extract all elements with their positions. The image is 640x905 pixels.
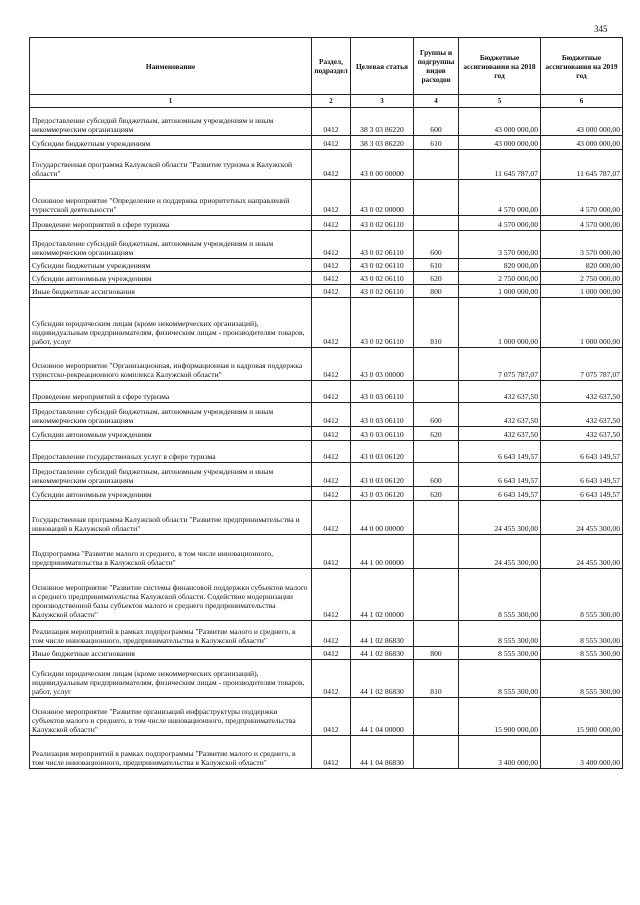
- row-amount-2019: 2 750 000,00: [541, 272, 623, 285]
- header-name: Наименование: [30, 38, 312, 95]
- row-amount-2018: 8 555 300,00: [459, 647, 541, 660]
- row-amount-2019: 24 455 300,00: [541, 535, 623, 569]
- row-amount-2019: 4 570 000,00: [541, 216, 623, 231]
- row-group: [414, 216, 459, 231]
- row-amount-2019: 3 570 000,00: [541, 231, 623, 259]
- row-name: Предоставление субсидий бюджетным, автономным учреждениям и иным некоммерческим организациям: [30, 231, 312, 259]
- row-target: 43 0 00 00000: [351, 150, 414, 180]
- row-group: 620: [414, 427, 459, 441]
- row-amount-2018: 7 075 787,07: [459, 348, 541, 381]
- row-target: 43 0 03 06120: [351, 487, 414, 501]
- row-amount-2019: 432 637,50: [541, 427, 623, 441]
- row-name: Основное мероприятие "Определение и поддержка приоритетных направлений туристской деятельности": [30, 180, 312, 216]
- row-amount-2018: 11 645 787,07: [459, 150, 541, 180]
- row-section: 0412: [312, 108, 351, 136]
- row-name: Предоставление субсидий бюджетным, автономным учреждениям и иным некоммерческим организациям: [30, 108, 312, 136]
- col-num: 4: [414, 95, 459, 108]
- row-name: Предоставление субсидий бюджетным, автономным учреждениям и иным некоммерческим организациям: [30, 403, 312, 427]
- col-num: 2: [312, 95, 351, 108]
- row-section: 0412: [312, 381, 351, 403]
- row-name: Предоставление субсидий бюджетным, автономным учреждениям и иным некоммерческим организациям: [30, 463, 312, 487]
- row-group: 810: [414, 298, 459, 348]
- header-group: Группы и подгруппы видов расходов: [414, 38, 459, 95]
- row-name: Субсидии автономным учреждениям: [30, 487, 312, 501]
- row-group: [414, 150, 459, 180]
- row-group: 800: [414, 647, 459, 660]
- row-target: 43 0 02 06110: [351, 285, 414, 298]
- row-amount-2019: 1 000 000,00: [541, 285, 623, 298]
- table-row: [30, 272, 623, 285]
- row-section: 0412: [312, 403, 351, 427]
- row-name: Основное мероприятие "Развитие организаций инфраструктуры поддержки субъектов малого и среднего, в том числе инновационного, предпринимательства Калужской области": [30, 698, 312, 736]
- col-num: 6: [541, 95, 623, 108]
- row-amount-2018: 8 555 300,00: [459, 621, 541, 647]
- row-name: Предоставление государственных услуг в сфере туризма: [30, 441, 312, 463]
- row-name: Реализация мероприятий в рамках подпрограммы "Развитие малого и среднего, в том числе инновационного, предпринимательства в Калужской области": [30, 736, 312, 769]
- table-row: [30, 285, 623, 298]
- table-row: [30, 259, 623, 272]
- table-row: [30, 660, 623, 698]
- row-amount-2019: 8 555 300,00: [541, 569, 623, 621]
- row-amount-2019: 1 000 000,00: [541, 298, 623, 348]
- row-name: Основное мероприятие "Организационная, информационная и кадровая поддержка туристско-рекреационного комплекса Калужской области": [30, 348, 312, 381]
- row-target: 43 0 02 06110: [351, 298, 414, 348]
- row-group: [414, 535, 459, 569]
- row-amount-2018: 820 000,00: [459, 259, 541, 272]
- row-amount-2019: 8 555 300,00: [541, 660, 623, 698]
- table-row: [30, 535, 623, 569]
- row-target: 44 1 04 86830: [351, 736, 414, 769]
- row-amount-2018: 3 570 000,00: [459, 231, 541, 259]
- row-name: Проведение мероприятий в сфере туризма: [30, 216, 312, 231]
- row-name: Субсидии юридическим лицам (кроме некоммерческих организаций), индивидуальным предпринимателям, физическим лицам - производителям товаров, работ, услуг: [30, 298, 312, 348]
- table-row: [30, 180, 623, 216]
- row-group: 620: [414, 487, 459, 501]
- row-amount-2018: 43 000 000,00: [459, 136, 541, 150]
- row-amount-2019: 43 000 000,00: [541, 108, 623, 136]
- table-row: [30, 231, 623, 259]
- row-name: Государственная программа Калужской области "Развитие туризма в Калужской области": [30, 150, 312, 180]
- row-section: 0412: [312, 348, 351, 381]
- row-target: 43 0 02 00000: [351, 180, 414, 216]
- row-group: 810: [414, 660, 459, 698]
- row-target: 43 0 03 06110: [351, 403, 414, 427]
- row-name: Проведение мероприятий в сфере туризма: [30, 381, 312, 403]
- table-row: [30, 487, 623, 501]
- row-amount-2018: 432 637,50: [459, 381, 541, 403]
- row-amount-2018: 6 643 149,57: [459, 463, 541, 487]
- row-amount-2018: 6 643 149,57: [459, 487, 541, 501]
- table-row: [30, 501, 623, 535]
- row-group: [414, 621, 459, 647]
- row-target: 44 1 02 86830: [351, 660, 414, 698]
- row-group: [414, 569, 459, 621]
- row-section: 0412: [312, 535, 351, 569]
- row-name: Субсидии юридическим лицам (кроме некоммерческих организаций), индивидуальным предпринимателям, физическим лицам - производителям товаров, работ, услуг: [30, 660, 312, 698]
- row-section: 0412: [312, 647, 351, 660]
- row-section: 0412: [312, 463, 351, 487]
- row-section: 0412: [312, 698, 351, 736]
- row-target: 44 1 04 00000: [351, 698, 414, 736]
- row-name: Иные бюджетные ассигнования: [30, 647, 312, 660]
- row-amount-2019: 432 637,50: [541, 381, 623, 403]
- row-group: [414, 381, 459, 403]
- table-row: [30, 136, 623, 150]
- row-section: 0412: [312, 427, 351, 441]
- table-row: [30, 621, 623, 647]
- row-section: 0412: [312, 298, 351, 348]
- row-amount-2019: 11 645 787,07: [541, 150, 623, 180]
- row-group: [414, 180, 459, 216]
- page-number: 345: [594, 24, 608, 34]
- col-num: 3: [351, 95, 414, 108]
- table-row: [30, 216, 623, 231]
- row-amount-2019: 8 555 300,00: [541, 647, 623, 660]
- row-amount-2018: 2 750 000,00: [459, 272, 541, 285]
- row-amount-2019: 15 900 000,00: [541, 698, 623, 736]
- row-amount-2018: 6 643 149,57: [459, 441, 541, 463]
- row-target: 43 0 03 06110: [351, 381, 414, 403]
- row-target: 43 0 03 06120: [351, 463, 414, 487]
- header-row: [30, 38, 623, 95]
- row-group: 800: [414, 285, 459, 298]
- row-amount-2018: 432 637,50: [459, 427, 541, 441]
- table-row: [30, 698, 623, 736]
- table-row: [30, 381, 623, 403]
- row-section: 0412: [312, 285, 351, 298]
- row-amount-2018: 8 555 300,00: [459, 569, 541, 621]
- row-group: [414, 501, 459, 535]
- row-group: 620: [414, 272, 459, 285]
- row-amount-2018: 15 900 000,00: [459, 698, 541, 736]
- row-section: 0412: [312, 272, 351, 285]
- row-amount-2018: 1 000 000,00: [459, 285, 541, 298]
- row-amount-2019: 3 400 000,00: [541, 736, 623, 769]
- row-section: 0412: [312, 487, 351, 501]
- row-target: 38 3 03 86220: [351, 108, 414, 136]
- row-target: 43 0 02 06110: [351, 231, 414, 259]
- row-amount-2018: 24 455 300,00: [459, 501, 541, 535]
- row-target: 43 0 03 06120: [351, 441, 414, 463]
- row-amount-2019: 4 570 000,00: [541, 180, 623, 216]
- row-amount-2018: 4 570 000,00: [459, 216, 541, 231]
- row-section: 0412: [312, 150, 351, 180]
- row-target: 44 0 00 00000: [351, 501, 414, 535]
- row-group: 600: [414, 463, 459, 487]
- header-2019: Бюджетные ассигнования на 2019 год: [541, 38, 623, 95]
- row-amount-2019: 820 000,00: [541, 259, 623, 272]
- row-target: 43 0 02 06110: [351, 259, 414, 272]
- row-section: 0412: [312, 441, 351, 463]
- table-row: [30, 736, 623, 769]
- row-group: 600: [414, 231, 459, 259]
- table-row: [30, 441, 623, 463]
- table-row: [30, 427, 623, 441]
- table-row: [30, 403, 623, 427]
- col-num: 1: [30, 95, 312, 108]
- row-section: 0412: [312, 259, 351, 272]
- table-row: [30, 569, 623, 621]
- row-amount-2019: 43 000 000,00: [541, 136, 623, 150]
- row-section: 0412: [312, 136, 351, 150]
- row-amount-2018: 24 455 300,00: [459, 535, 541, 569]
- row-amount-2018: 8 555 300,00: [459, 660, 541, 698]
- row-amount-2018: 432 637,50: [459, 403, 541, 427]
- row-target: 38 3 03 86220: [351, 136, 414, 150]
- row-amount-2019: 8 555 300,00: [541, 621, 623, 647]
- row-name: Подпрограмма "Развитие малого и среднего, в том числе инновационного, предпринимательства в Калужской области": [30, 535, 312, 569]
- row-section: 0412: [312, 621, 351, 647]
- row-name: Субсидии автономным учреждениям: [30, 427, 312, 441]
- row-amount-2019: 7 075 787,07: [541, 348, 623, 381]
- table-row: [30, 298, 623, 348]
- table-row: [30, 108, 623, 136]
- budget-table: [29, 37, 623, 769]
- header-2018: Бюджетные ассигнования на 2018 год: [459, 38, 541, 95]
- row-name: Субсидии бюджетным учреждениям: [30, 259, 312, 272]
- col-num: 5: [459, 95, 541, 108]
- header-section: Раздел, подраздел: [312, 38, 351, 95]
- table-row: [30, 150, 623, 180]
- row-amount-2019: 432 637,50: [541, 403, 623, 427]
- table-row: [30, 463, 623, 487]
- row-amount-2019: 6 643 149,57: [541, 441, 623, 463]
- row-group: 610: [414, 259, 459, 272]
- row-target: 44 1 02 86830: [351, 647, 414, 660]
- row-section: 0412: [312, 736, 351, 769]
- row-target: 44 1 02 86830: [351, 621, 414, 647]
- row-amount-2018: 3 400 000,00: [459, 736, 541, 769]
- row-amount-2019: 24 455 300,00: [541, 501, 623, 535]
- row-group: [414, 348, 459, 381]
- row-target: 43 0 03 00000: [351, 348, 414, 381]
- row-section: 0412: [312, 231, 351, 259]
- header-target: Целевая статья: [351, 38, 414, 95]
- row-amount-2019: 6 643 149,57: [541, 463, 623, 487]
- row-amount-2018: 4 570 000,00: [459, 180, 541, 216]
- row-target: 43 0 03 06110: [351, 427, 414, 441]
- table-row: [30, 348, 623, 381]
- row-section: 0412: [312, 180, 351, 216]
- row-target: 43 0 02 06110: [351, 216, 414, 231]
- column-number-row: [30, 95, 623, 108]
- row-section: 0412: [312, 660, 351, 698]
- row-section: 0412: [312, 216, 351, 231]
- row-group: 600: [414, 403, 459, 427]
- row-name: Государственная программа Калужской области "Развитие предпринимательства и инноваций в Калужской области": [30, 501, 312, 535]
- row-name: Субсидии бюджетным учреждениям: [30, 136, 312, 150]
- row-target: 44 1 00 00000: [351, 535, 414, 569]
- row-section: 0412: [312, 501, 351, 535]
- row-target: 44 1 02 00000: [351, 569, 414, 621]
- row-amount-2019: 6 643 149,57: [541, 487, 623, 501]
- table-row: [30, 647, 623, 660]
- row-name: Реализация мероприятий в рамках подпрограммы "Развитие малого и среднего, в том числе инновационного, предпринимательства в Калужской области": [30, 621, 312, 647]
- row-group: 610: [414, 136, 459, 150]
- row-name: Иные бюджетные ассигнования: [30, 285, 312, 298]
- row-amount-2018: 43 000 000,00: [459, 108, 541, 136]
- row-group: 600: [414, 108, 459, 136]
- row-group: [414, 736, 459, 769]
- row-group: [414, 441, 459, 463]
- row-group: [414, 698, 459, 736]
- row-target: 43 0 02 06110: [351, 272, 414, 285]
- row-name: Основное мероприятие "Развитие системы финансовой поддержки субъектов малого и среднего предпринимательства Калужской области. Содействие модернизации производственной базы субъектов малого и среднего предпринимательства Калужской области": [30, 569, 312, 621]
- row-amount-2018: 1 000 000,00: [459, 298, 541, 348]
- row-name: Субсидии автономным учреждениям: [30, 272, 312, 285]
- row-section: 0412: [312, 569, 351, 621]
